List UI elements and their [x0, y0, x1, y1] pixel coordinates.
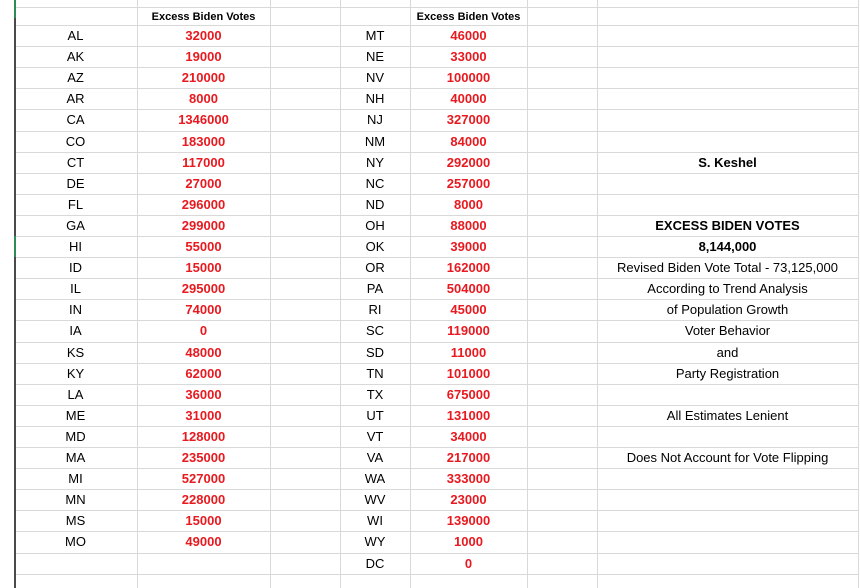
excess-votes-cell[interactable]: 162000	[446, 260, 491, 275]
row-gridline	[14, 574, 858, 575]
excess-votes-cell[interactable]: 119000	[447, 323, 490, 338]
excess-votes-cell[interactable]: 675000	[446, 387, 491, 402]
state-code-cell[interactable]: WA	[364, 471, 386, 486]
excess-votes-cell[interactable]: 49000	[185, 534, 222, 549]
excess-votes-cell[interactable]: 27000	[185, 176, 222, 191]
state-code-cell[interactable]: MO	[65, 534, 86, 549]
excess-votes-cell[interactable]: 139000	[446, 513, 491, 528]
state-code-cell[interactable]: IL	[70, 281, 81, 296]
excess-votes-cell[interactable]: 210000	[181, 70, 226, 85]
state-code-cell[interactable]: NM	[364, 134, 386, 149]
note-cell[interactable]: Voter Behavior	[684, 323, 771, 338]
excess-votes-cell[interactable]: 88000	[450, 218, 487, 233]
excess-votes-cell[interactable]: 100000	[446, 70, 491, 85]
excess-votes-cell[interactable]: 15000	[185, 513, 222, 528]
excess-votes-cell[interactable]: 183000	[181, 134, 226, 149]
state-code-cell[interactable]: UT	[366, 408, 384, 423]
excess-votes-cell[interactable]: 39000	[450, 239, 487, 254]
state-code-cell[interactable]: LA	[67, 387, 84, 402]
excess-votes-cell[interactable]: 34000	[450, 429, 487, 444]
state-code-cell[interactable]: AZ	[67, 70, 84, 85]
excess-votes-cell[interactable]: 0	[464, 556, 473, 571]
state-code-cell[interactable]: CA	[66, 112, 85, 127]
state-code-cell[interactable]: MI	[68, 471, 83, 486]
state-code-cell[interactable]: OR	[365, 260, 385, 275]
note-cell[interactable]: Party Registration	[675, 366, 780, 381]
state-code-cell[interactable]: GA	[66, 218, 85, 233]
state-code-cell[interactable]: VA	[366, 450, 384, 465]
excess-votes-cell[interactable]: 257000	[446, 176, 491, 191]
state-code-cell[interactable]: NE	[365, 49, 385, 64]
state-code-cell[interactable]: NC	[365, 176, 385, 191]
state-code-cell[interactable]: RI	[368, 302, 382, 317]
state-code-cell[interactable]: CO	[65, 134, 86, 149]
excess-votes-cell[interactable]: 32000	[185, 28, 222, 43]
excess-votes-cell[interactable]: 327000	[446, 112, 491, 127]
state-code-cell[interactable]: ME	[65, 408, 86, 423]
excess-votes-cell[interactable]: 36000	[185, 387, 222, 402]
sheet-left-edge-highlight	[14, 0, 16, 18]
excess-votes-cell[interactable]: 46000	[450, 28, 487, 43]
excess-votes-cell[interactable]: 228000	[181, 492, 226, 507]
state-code-cell[interactable]: AR	[66, 91, 85, 106]
state-code-cell[interactable]: MS	[65, 513, 86, 528]
excess-votes-cell[interactable]: 15000	[185, 260, 222, 275]
excess-votes-cell[interactable]: 8000	[189, 91, 218, 106]
state-code-cell[interactable]: MA	[65, 450, 86, 465]
excess-votes-cell[interactable]: 1000	[454, 534, 483, 549]
excess-votes-cell[interactable]: 131000	[446, 408, 491, 423]
state-code-cell[interactable]: NJ	[367, 112, 383, 127]
excess-votes-cell[interactable]: 31000	[185, 408, 222, 423]
state-code-cell[interactable]: NY	[365, 155, 385, 170]
state-code-cell[interactable]: PA	[366, 281, 384, 296]
note-cell[interactable]: EXCESS BIDEN VOTES	[655, 218, 800, 233]
excess-votes-cell[interactable]: 292000	[446, 155, 491, 170]
excess-votes-cell[interactable]: 33000	[450, 49, 487, 64]
column-gridline	[858, 0, 859, 588]
state-code-cell[interactable]: OH	[365, 218, 385, 233]
excess-votes-cell[interactable]: 45000	[450, 302, 487, 317]
state-code-cell[interactable]: SD	[365, 345, 385, 360]
state-code-cell[interactable]: ND	[365, 197, 385, 212]
excess-votes-cell[interactable]: 62000	[185, 366, 222, 381]
state-code-cell[interactable]: SC	[365, 323, 385, 338]
excess-votes-cell[interactable]: 74000	[185, 302, 222, 317]
note-cell[interactable]: 8,144,000	[698, 239, 757, 254]
state-code-cell[interactable]: HI	[69, 239, 82, 254]
excess-votes-cell[interactable]: 84000	[450, 134, 487, 149]
state-code-cell[interactable]: KS	[66, 345, 85, 360]
state-code-cell[interactable]: IN	[69, 302, 82, 317]
state-code-cell[interactable]: TX	[366, 387, 384, 402]
note-cell[interactable]: Does Not Account for Vote Flipping	[626, 450, 829, 465]
state-code-cell[interactable]: WV	[364, 492, 386, 507]
excess-votes-cell[interactable]: 40000	[450, 91, 487, 106]
excess-votes-cell[interactable]: 48000	[185, 345, 222, 360]
note-cell[interactable]: According to Trend Analysis	[647, 281, 808, 296]
state-code-cell[interactable]: TN	[366, 366, 384, 381]
excess-votes-cell[interactable]: 55000	[185, 239, 222, 254]
excess-votes-cell[interactable]: 117000	[182, 155, 225, 170]
state-code-cell[interactable]: MT	[365, 28, 385, 43]
excess-votes-cell[interactable]: 23000	[450, 492, 487, 507]
excess-votes-cell[interactable]: 19000	[185, 49, 222, 64]
excess-votes-cell[interactable]: 295000	[181, 281, 226, 296]
state-code-cell[interactable]: NH	[365, 91, 385, 106]
column-header-excess-votes-left: Excess Biden Votes	[151, 10, 256, 23]
state-code-cell[interactable]: MN	[65, 492, 86, 507]
state-code-cell[interactable]: KY	[66, 366, 85, 381]
state-code-cell[interactable]: AL	[67, 28, 84, 43]
note-cell[interactable]: Revised Biden Vote Total - 73,125,000	[617, 260, 838, 275]
state-code-cell[interactable]: NV	[365, 70, 385, 85]
excess-votes-cell[interactable]: 11000	[450, 345, 487, 360]
excess-votes-cell[interactable]: 101000	[446, 366, 491, 381]
note-cell[interactable]: and	[716, 345, 739, 360]
excess-votes-cell[interactable]: 296000	[181, 197, 226, 212]
state-code-cell[interactable]: DC	[365, 556, 385, 571]
note-cell[interactable]: All Estimates Lenient	[666, 408, 789, 423]
excess-votes-cell[interactable]: 504000	[446, 281, 491, 296]
state-code-cell[interactable]: WY	[364, 534, 386, 549]
state-code-cell[interactable]: MD	[65, 429, 86, 444]
state-code-cell[interactable]: VT	[366, 429, 384, 444]
state-code-cell[interactable]: FL	[67, 197, 84, 212]
excess-votes-cell[interactable]: 299000	[181, 218, 226, 233]
excess-votes-cell[interactable]: 128000	[181, 429, 226, 444]
excess-votes-cell[interactable]: 1346000	[178, 112, 229, 127]
state-code-cell[interactable]: IA	[69, 323, 82, 338]
excess-votes-cell[interactable]: 0	[199, 323, 208, 338]
excess-votes-cell[interactable]: 333000	[446, 471, 491, 486]
column-header-excess-votes-right: Excess Biden Votes	[416, 10, 521, 23]
state-code-cell[interactable]: DE	[66, 176, 85, 191]
note-cell[interactable]: of Population Growth	[666, 302, 789, 317]
state-code-cell[interactable]: OK	[365, 239, 385, 254]
state-code-cell[interactable]: AK	[66, 49, 85, 64]
excess-votes-cell[interactable]: 217000	[446, 450, 491, 465]
state-code-cell[interactable]: CT	[66, 155, 85, 170]
excess-votes-cell[interactable]: 235000	[181, 450, 226, 465]
state-code-cell[interactable]: ID	[69, 260, 82, 275]
excess-votes-cell[interactable]: 527000	[181, 471, 226, 486]
state-code-cell[interactable]: WI	[367, 513, 383, 528]
note-cell[interactable]: S. Keshel	[698, 155, 757, 170]
excess-votes-cell[interactable]: 8000	[454, 197, 483, 212]
